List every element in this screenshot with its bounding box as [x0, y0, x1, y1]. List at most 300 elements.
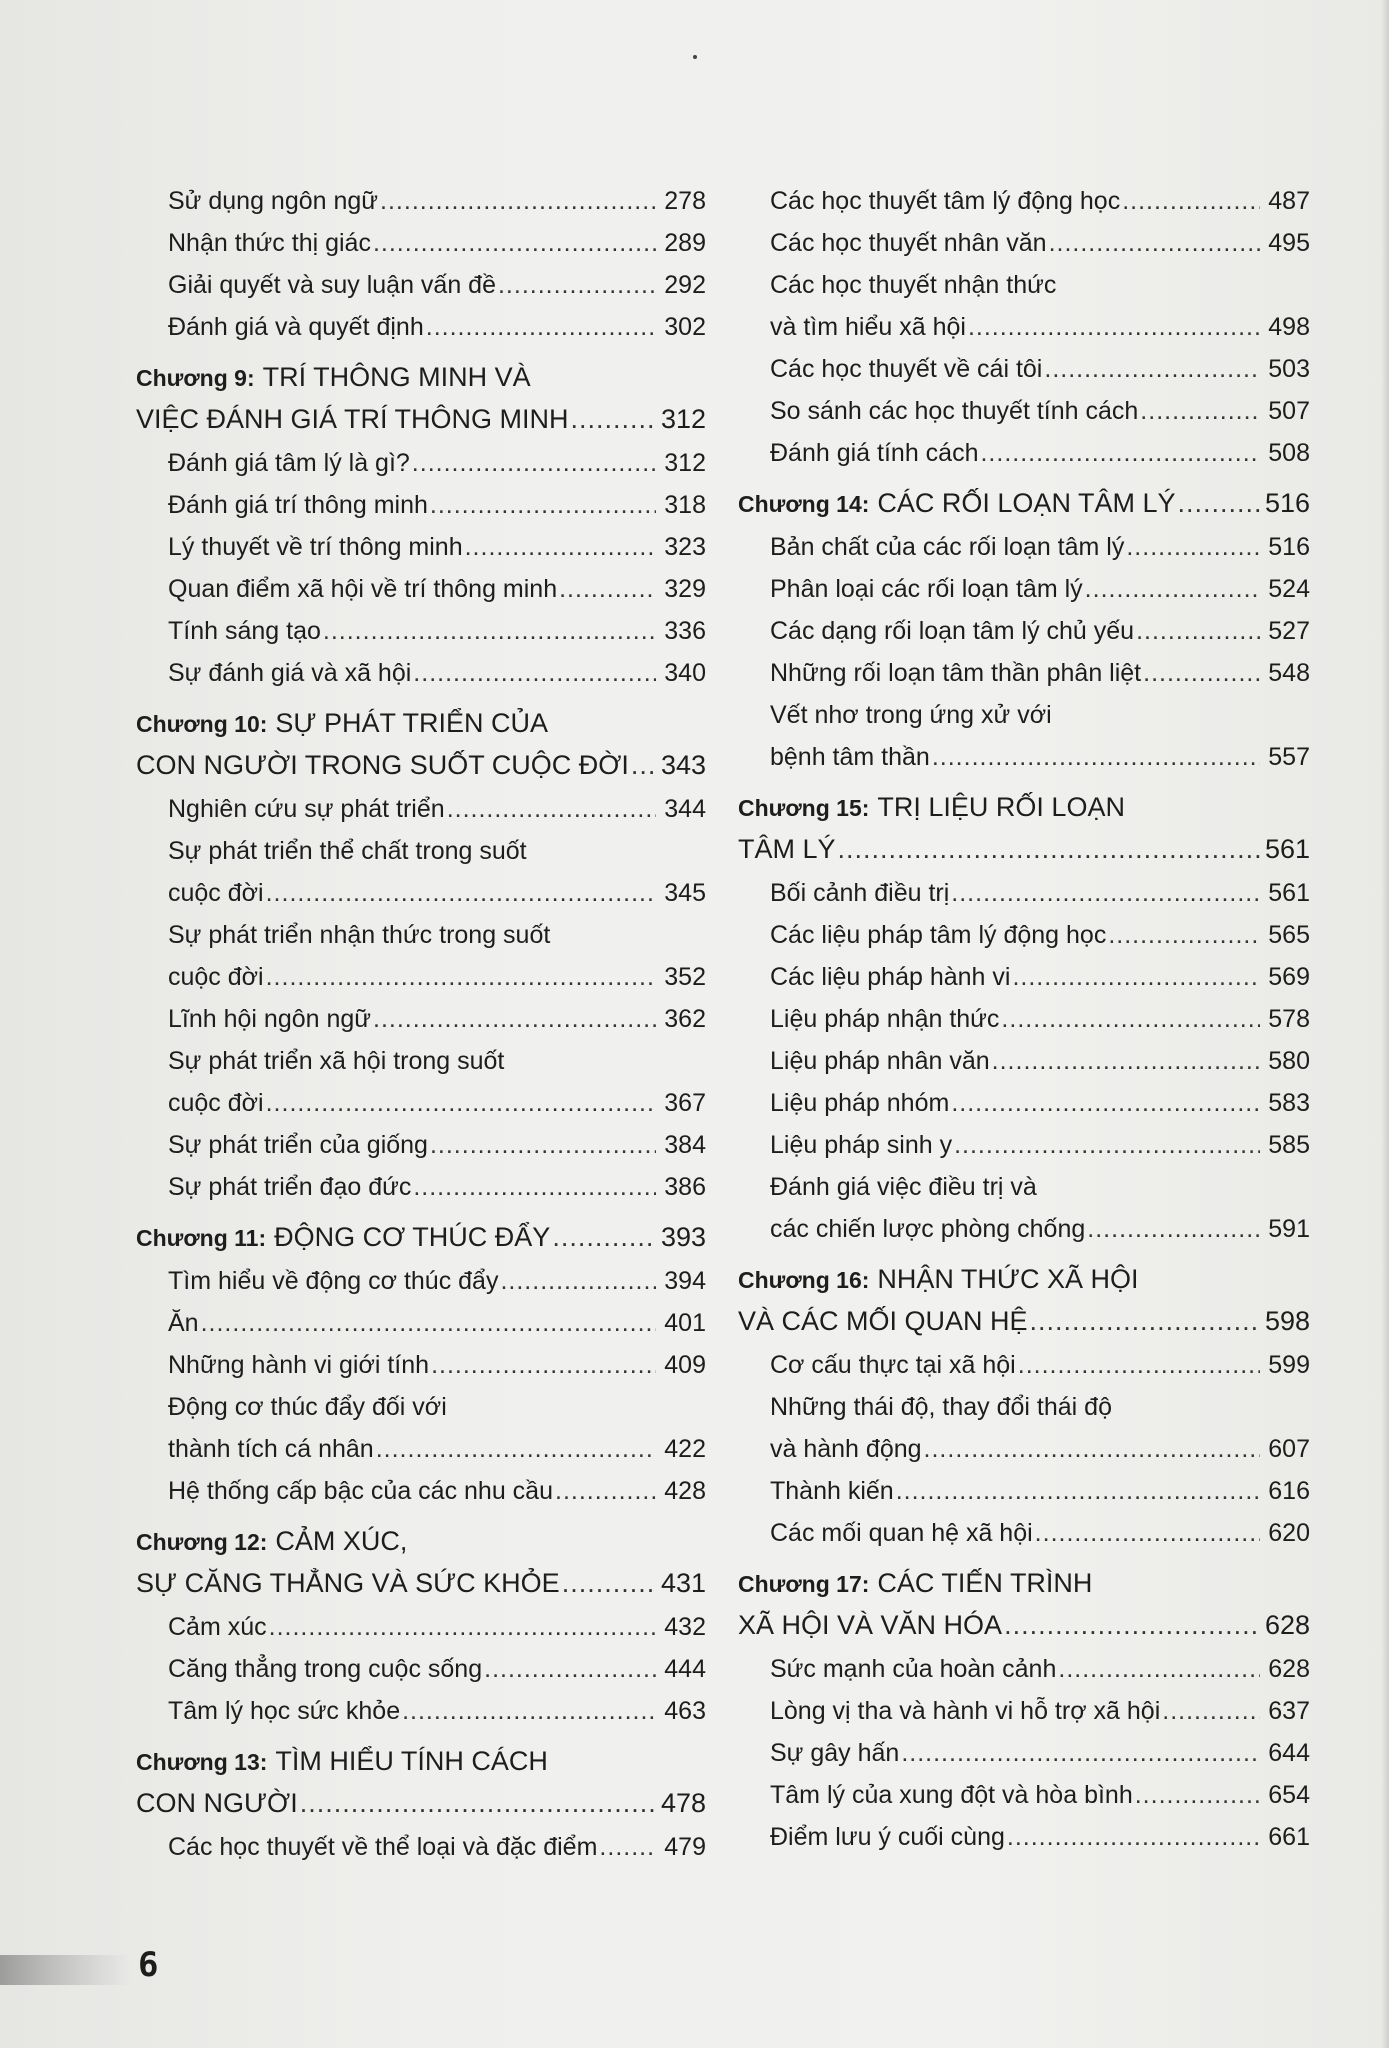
entry-title: cuộc đời	[168, 963, 264, 991]
dot-leader	[269, 1606, 656, 1648]
page-ref: 312	[664, 449, 706, 477]
toc-chapter-line	[136, 1562, 706, 1604]
chapter-title: SỰ CĂNG THẲNG VÀ SỨC KHỎE	[136, 1568, 560, 1598]
entry-title: Liệu pháp nhân văn	[770, 1047, 990, 1075]
page-ref: 516	[1264, 488, 1310, 518]
toc-entry	[136, 1690, 706, 1732]
dot-leader	[426, 306, 656, 348]
toc-chapter	[136, 1520, 706, 1604]
entry-title: thành tích cá nhân	[168, 1435, 374, 1463]
speck-mark	[693, 55, 697, 59]
page-ref: 591	[1268, 1215, 1310, 1243]
chapter-label: Chương 12:	[136, 1529, 268, 1555]
page-ref: 401	[664, 1309, 706, 1337]
entry-title: Liệu pháp nhận thức	[770, 1005, 1000, 1033]
page-ref: 343	[660, 750, 706, 780]
entry-title: Hệ thống cấp bậc của các nhu cầu	[168, 1477, 553, 1505]
dot-leader	[266, 872, 656, 914]
toc-chapter-line	[136, 702, 706, 744]
chapter-label: Chương 10:	[136, 711, 268, 737]
page-ref: 628	[1268, 1655, 1310, 1683]
dot-leader	[1135, 1774, 1260, 1816]
chapter-title: SỰ PHÁT TRIỂN CỦA	[275, 708, 549, 738]
toc-entry	[738, 736, 1310, 778]
entry-title: Những rối loạn tâm thần phân liệt	[770, 659, 1142, 687]
toc-chapter	[136, 702, 706, 786]
toc-chapter-line	[136, 1740, 706, 1782]
toc-entry	[136, 1260, 706, 1302]
toc-entry	[136, 1124, 706, 1166]
entry-title: Lòng vị tha và hành vi hỗ trợ xã hội	[770, 1697, 1161, 1725]
page-ref: 498	[1268, 313, 1310, 341]
entry-title: Các liệu pháp hành vi	[770, 963, 1011, 991]
toc-entry	[738, 694, 1310, 736]
toc-chapter-line	[136, 1520, 706, 1562]
chapter-label: Chương 11:	[136, 1225, 267, 1251]
entry-title: Liệu pháp nhóm	[770, 1089, 950, 1117]
toc-entry	[738, 1470, 1310, 1512]
dot-leader	[412, 442, 656, 484]
entry-title: Tâm lý của xung đột và hòa bình	[770, 1781, 1133, 1809]
dot-leader	[968, 306, 1260, 348]
dot-leader	[599, 1826, 656, 1868]
toc-entry	[738, 1648, 1310, 1690]
page-ref: 598	[1264, 1306, 1310, 1336]
entry-title: Ăn	[168, 1309, 199, 1337]
page-ref: 393	[660, 1222, 706, 1252]
toc-chapter-line	[738, 482, 1310, 524]
page-ref: 569	[1268, 963, 1310, 991]
toc-entry	[738, 1774, 1310, 1816]
toc-chapter-line	[738, 1258, 1310, 1300]
dot-leader	[838, 828, 1260, 870]
page-ref: 367	[664, 1089, 706, 1117]
chapter-label: Chương 13:	[136, 1749, 268, 1775]
entry-title: Nhận thức thị giác	[168, 229, 371, 257]
chapter-title: TRỊ LIỆU RỐI LOẠN	[877, 792, 1125, 822]
entry-title: Đánh giá tâm lý là gì?	[168, 449, 410, 477]
toc-entry	[136, 788, 706, 830]
chapter-title: TÂM LÝ	[738, 834, 836, 864]
dot-leader	[1177, 482, 1260, 524]
toc-entry	[738, 998, 1310, 1040]
entry-title: Căng thẳng trong cuộc sống	[168, 1655, 483, 1683]
dot-leader	[555, 1470, 656, 1512]
page-number: 6	[138, 1945, 159, 1985]
dot-leader	[266, 1082, 656, 1124]
page-ref: 565	[1268, 921, 1310, 949]
entry-title: Những thái độ, thay đổi thái độ	[770, 1393, 1112, 1421]
toc-entry	[136, 1470, 706, 1512]
dot-leader	[1162, 1690, 1260, 1732]
dot-leader	[1058, 1648, 1260, 1690]
toc-entry	[738, 1208, 1310, 1250]
toc-entry	[738, 1732, 1310, 1774]
entry-title: Đánh giá việc điều trị và	[770, 1173, 1037, 1201]
entry-title: Sự phát triển xã hội trong suốt	[168, 1047, 505, 1075]
entry-title: và tìm hiểu xã hội	[770, 313, 966, 341]
toc-entry	[738, 390, 1310, 432]
entry-title: So sánh các học thuyết tính cách	[770, 397, 1139, 425]
dot-leader	[924, 1428, 1260, 1470]
chapter-label: Chương 14:	[738, 491, 870, 517]
dot-leader	[1087, 1208, 1260, 1250]
chapter-title: TRÍ THÔNG MINH VÀ	[262, 362, 531, 392]
toc-entry	[738, 1344, 1310, 1386]
toc-chapter	[738, 786, 1310, 870]
page-ref: 431	[660, 1568, 706, 1598]
toc-entry	[136, 1040, 706, 1082]
toc-entry	[136, 526, 706, 568]
dot-leader	[1136, 610, 1260, 652]
page-ref: 561	[1268, 879, 1310, 907]
dot-leader	[1018, 1344, 1260, 1386]
dot-leader	[1122, 180, 1260, 222]
toc-entry	[136, 264, 706, 306]
toc-entry	[738, 1082, 1310, 1124]
page-ref: 329	[664, 575, 706, 603]
entry-title: Cảm xúc	[168, 1613, 267, 1641]
toc-entry	[136, 914, 706, 956]
toc-chapter-line	[136, 356, 706, 398]
toc-entry	[136, 998, 706, 1040]
page-ref: 428	[664, 1477, 706, 1505]
toc-entry	[738, 1690, 1310, 1732]
toc-entry	[738, 872, 1310, 914]
dot-leader	[323, 610, 656, 652]
dot-leader	[1007, 1816, 1260, 1858]
toc-chapter	[136, 1216, 706, 1258]
entry-title: Đánh giá trí thông minh	[168, 491, 428, 519]
toc-chapter-line	[136, 1216, 706, 1258]
toc-entry	[136, 956, 706, 998]
entry-title: Lĩnh hội ngôn ngữ	[168, 1005, 372, 1033]
entry-title: Phân loại các rối loạn tâm lý	[770, 575, 1083, 603]
dot-leader	[1035, 1512, 1260, 1554]
toc-chapter-line	[738, 786, 1310, 828]
chapter-label: Chương 16:	[738, 1267, 870, 1293]
page-ref: 495	[1268, 229, 1310, 257]
page-ref: 289	[664, 229, 706, 257]
toc-chapter	[738, 1562, 1310, 1646]
entry-title: Sự phát triển của giống	[168, 1131, 428, 1159]
page-ref: 386	[664, 1173, 706, 1201]
dot-leader	[901, 1732, 1260, 1774]
dot-leader	[380, 180, 656, 222]
dot-leader	[1126, 526, 1260, 568]
entry-title: Cơ cấu thực tại xã hội	[770, 1351, 1016, 1379]
toc-entry	[136, 1082, 706, 1124]
page-ref: 616	[1268, 1477, 1310, 1505]
entry-title: Các học thuyết về thể loại và đặc điểm	[168, 1833, 598, 1861]
entry-title: Sức mạnh của hoàn cảnh	[770, 1655, 1057, 1683]
dot-leader	[552, 1216, 656, 1258]
entry-title: Các học thuyết tâm lý động học	[770, 187, 1121, 215]
toc-chapter	[136, 1740, 706, 1824]
page-ref: 340	[664, 659, 706, 687]
entry-title: Thành kiến	[770, 1477, 894, 1505]
dot-leader	[266, 956, 656, 998]
page-ref: 585	[1268, 1131, 1310, 1159]
entry-title: Quan điểm xã hội về trí thông minh	[168, 575, 558, 603]
dot-leader	[500, 1260, 656, 1302]
page-ref: 278	[664, 187, 706, 215]
page-ref: 444	[664, 1655, 706, 1683]
dot-leader	[951, 872, 1260, 914]
chapter-label: Chương 17:	[738, 1571, 870, 1597]
chapter-title: TÌM HIỂU TÍNH CÁCH	[275, 1746, 548, 1776]
page-ref: 302	[664, 313, 706, 341]
toc-entry	[136, 830, 706, 872]
dot-leader	[1012, 956, 1260, 998]
entry-title: Những hành vi giới tính	[168, 1351, 430, 1379]
page-ref: 628	[1264, 1610, 1310, 1640]
dot-leader	[1085, 568, 1260, 610]
page-ref: 561	[1264, 834, 1310, 864]
chapter-title: ĐỘNG CƠ THÚC ĐẨY	[274, 1222, 551, 1252]
entry-title: Sự phát triển thể chất trong suốt	[168, 837, 527, 865]
toc-chapter-line	[136, 744, 706, 786]
dot-leader	[484, 1648, 656, 1690]
toc-chapter-line	[136, 398, 706, 440]
toc-entry	[738, 1386, 1310, 1428]
toc-entry	[738, 306, 1310, 348]
dot-leader	[1108, 914, 1260, 956]
entry-title: Các học thuyết nhân văn	[770, 229, 1047, 257]
chapter-title: VIỆC ĐÁNH GIÁ TRÍ THÔNG MINH	[136, 404, 569, 434]
chapter-title: XÃ HỘI VÀ VĂN HÓA	[738, 1610, 1003, 1640]
dot-leader	[980, 432, 1260, 474]
entry-title: Tìm hiểu về động cơ thúc đẩy	[168, 1267, 499, 1295]
toc-entry	[136, 442, 706, 484]
dot-leader	[431, 1344, 656, 1386]
page-ref: 620	[1268, 1519, 1310, 1547]
toc-chapter-line	[738, 1604, 1310, 1646]
entry-title: Các dạng rối loạn tâm lý chủ yếu	[770, 617, 1135, 645]
entry-title: Sự gây hấn	[770, 1739, 900, 1767]
entry-title: các chiến lược phòng chống	[770, 1215, 1086, 1243]
dot-leader	[1004, 1604, 1260, 1646]
toc-entry	[136, 1606, 706, 1648]
entry-title: Tâm lý học sức khỏe	[168, 1697, 401, 1725]
dot-leader	[896, 1470, 1260, 1512]
toc-entry	[738, 432, 1310, 474]
chapter-title: CẢM XÚC,	[275, 1526, 408, 1556]
toc-entry	[738, 956, 1310, 998]
entry-title: Tính sáng tạo	[168, 617, 321, 645]
toc-entry	[136, 1648, 706, 1690]
page-ref: 516	[1268, 533, 1310, 561]
chapter-title: CÁC RỐI LOẠN TÂM LÝ	[877, 488, 1176, 518]
dot-leader	[430, 484, 656, 526]
chapter-title: NHẬN THỨC XÃ HỘI	[877, 1264, 1139, 1294]
dot-leader	[1044, 348, 1260, 390]
dot-leader	[1140, 390, 1260, 432]
page-ref: 557	[1268, 743, 1310, 771]
entry-title: Đánh giá tính cách	[770, 439, 979, 467]
page-ref: 527	[1268, 617, 1310, 645]
entry-title: Bối cảnh điều trị	[770, 879, 950, 907]
page-ref: 644	[1268, 1739, 1310, 1767]
toc-chapter	[738, 482, 1310, 524]
dot-leader	[562, 1562, 656, 1604]
toc-entry	[738, 1166, 1310, 1208]
dot-leader	[447, 788, 656, 830]
page-ref: 654	[1268, 1781, 1310, 1809]
dot-leader	[992, 1040, 1260, 1082]
page-ref: 578	[1268, 1005, 1310, 1033]
page-ref: 336	[664, 617, 706, 645]
toc-entry	[738, 610, 1310, 652]
chapter-title: CÁC TIẾN TRÌNH	[877, 1568, 1093, 1598]
toc-entry	[738, 264, 1310, 306]
page-ref: 548	[1268, 659, 1310, 687]
entry-title: cuộc đời	[168, 879, 264, 907]
entry-title: Bản chất của các rối loạn tâm lý	[770, 533, 1125, 561]
dot-leader	[631, 744, 656, 786]
toc-entry	[136, 484, 706, 526]
entry-title: bệnh tâm thần	[770, 743, 930, 771]
entry-title: Sự phát triển nhận thức trong suốt	[168, 921, 551, 949]
entry-title: Lý thuyết về trí thông minh	[168, 533, 463, 561]
dot-leader	[376, 1428, 656, 1470]
dot-leader	[465, 526, 656, 568]
dot-leader	[1143, 652, 1260, 694]
toc-chapter-line	[136, 1782, 706, 1824]
toc-left-column	[136, 180, 706, 1868]
toc-entry	[738, 568, 1310, 610]
entry-title: Sử dụng ngôn ngữ	[168, 187, 379, 215]
toc-entry	[136, 1344, 706, 1386]
entry-title: Vết nhơ trong ứng xử với	[770, 701, 1052, 729]
dot-leader	[373, 998, 656, 1040]
dot-leader	[413, 652, 656, 694]
entry-title: Giải quyết và suy luận vấn đề	[168, 271, 496, 299]
entry-title: Các học thuyết về cái tôi	[770, 355, 1043, 383]
page-ref: 292	[664, 271, 706, 299]
page-ref: 362	[664, 1005, 706, 1033]
page-ref: 345	[664, 879, 706, 907]
dot-leader	[402, 1690, 656, 1732]
entry-title: Nghiên cứu sự phát triển	[168, 795, 445, 823]
page-ref: 637	[1268, 1697, 1310, 1725]
toc-chapter-line	[738, 1300, 1310, 1342]
page-ref: 463	[664, 1697, 706, 1725]
entry-title: cuộc đời	[168, 1089, 264, 1117]
dot-leader	[430, 1124, 656, 1166]
dot-leader	[1030, 1300, 1260, 1342]
toc-entry	[136, 222, 706, 264]
dot-leader	[1049, 222, 1260, 264]
toc-chapter-line	[738, 1562, 1310, 1604]
toc-entry	[738, 914, 1310, 956]
toc-entry	[738, 180, 1310, 222]
chapter-label: Chương 9:	[136, 365, 255, 391]
toc-entry	[136, 306, 706, 348]
page-ref: 583	[1268, 1089, 1310, 1117]
toc-entry	[738, 1816, 1310, 1858]
entry-title: Sự đánh giá và xã hội	[168, 659, 412, 687]
toc-entry	[136, 872, 706, 914]
entry-title: Sự phát triển đạo đức	[168, 1173, 412, 1201]
toc-entry	[136, 568, 706, 610]
page-ref: 507	[1268, 397, 1310, 425]
toc-entry	[136, 1428, 706, 1470]
dot-leader	[1001, 998, 1260, 1040]
toc-entry	[738, 526, 1310, 568]
toc-entry	[136, 1826, 706, 1868]
dot-leader	[300, 1782, 656, 1824]
dot-leader	[559, 568, 656, 610]
entry-title: Điểm lưu ý cuối cùng	[770, 1823, 1005, 1851]
chapter-label: Chương 15:	[738, 795, 870, 821]
toc-entry	[136, 1166, 706, 1208]
toc-entry	[136, 1386, 706, 1428]
toc-entry	[738, 222, 1310, 264]
dot-leader	[951, 1082, 1260, 1124]
toc-entry	[136, 610, 706, 652]
page-ref: 661	[1268, 1823, 1310, 1851]
toc-entry	[136, 652, 706, 694]
page-ref: 599	[1268, 1351, 1310, 1379]
toc-entry	[738, 1428, 1310, 1470]
page-ref: 503	[1268, 355, 1310, 383]
dot-leader	[201, 1302, 656, 1344]
toc-entry	[738, 1124, 1310, 1166]
dot-leader	[932, 736, 1260, 778]
dot-leader	[571, 398, 656, 440]
entry-title: Các liệu pháp tâm lý động học	[770, 921, 1107, 949]
page-ref: 384	[664, 1131, 706, 1159]
toc-entry	[738, 652, 1310, 694]
page-ref: 580	[1268, 1047, 1310, 1075]
entry-title: Động cơ thúc đẩy đối với	[168, 1393, 447, 1421]
page-ref: 409	[664, 1351, 706, 1379]
toc-chapter	[738, 1258, 1310, 1342]
toc-entry	[738, 1040, 1310, 1082]
entry-title: Các học thuyết nhận thức	[770, 271, 1057, 299]
entry-title: Liệu pháp sinh y	[770, 1131, 953, 1159]
page-ref: 323	[664, 533, 706, 561]
toc-right-column	[738, 180, 1310, 1858]
toc-entry	[136, 1302, 706, 1344]
toc-entry	[738, 1512, 1310, 1554]
dot-leader	[954, 1124, 1260, 1166]
page-edge-strip	[0, 1955, 130, 1985]
page-ref: 344	[664, 795, 706, 823]
toc-entry	[136, 180, 706, 222]
page-ref: 422	[664, 1435, 706, 1463]
toc-entry	[738, 348, 1310, 390]
toc-chapter	[136, 356, 706, 440]
dot-leader	[498, 264, 656, 306]
dot-leader	[373, 222, 656, 264]
entry-title: Đánh giá và quyết định	[168, 313, 424, 341]
page-ref: 508	[1268, 439, 1310, 467]
page-ref: 312	[660, 404, 706, 434]
chapter-title: VÀ CÁC MỐI QUAN HỆ	[738, 1306, 1028, 1336]
page-ref: 352	[664, 963, 706, 991]
toc-chapter-line	[738, 828, 1310, 870]
entry-title: Các mối quan hệ xã hội	[770, 1519, 1033, 1547]
page-ref: 432	[664, 1613, 706, 1641]
dot-leader	[413, 1166, 656, 1208]
chapter-title: CON NGƯỜI TRONG SUỐT CUỘC ĐỜI	[136, 750, 629, 780]
page-ref: 479	[664, 1833, 706, 1861]
page-ref: 394	[664, 1267, 706, 1295]
page-ref: 478	[660, 1788, 706, 1818]
page-ref: 487	[1268, 187, 1310, 215]
